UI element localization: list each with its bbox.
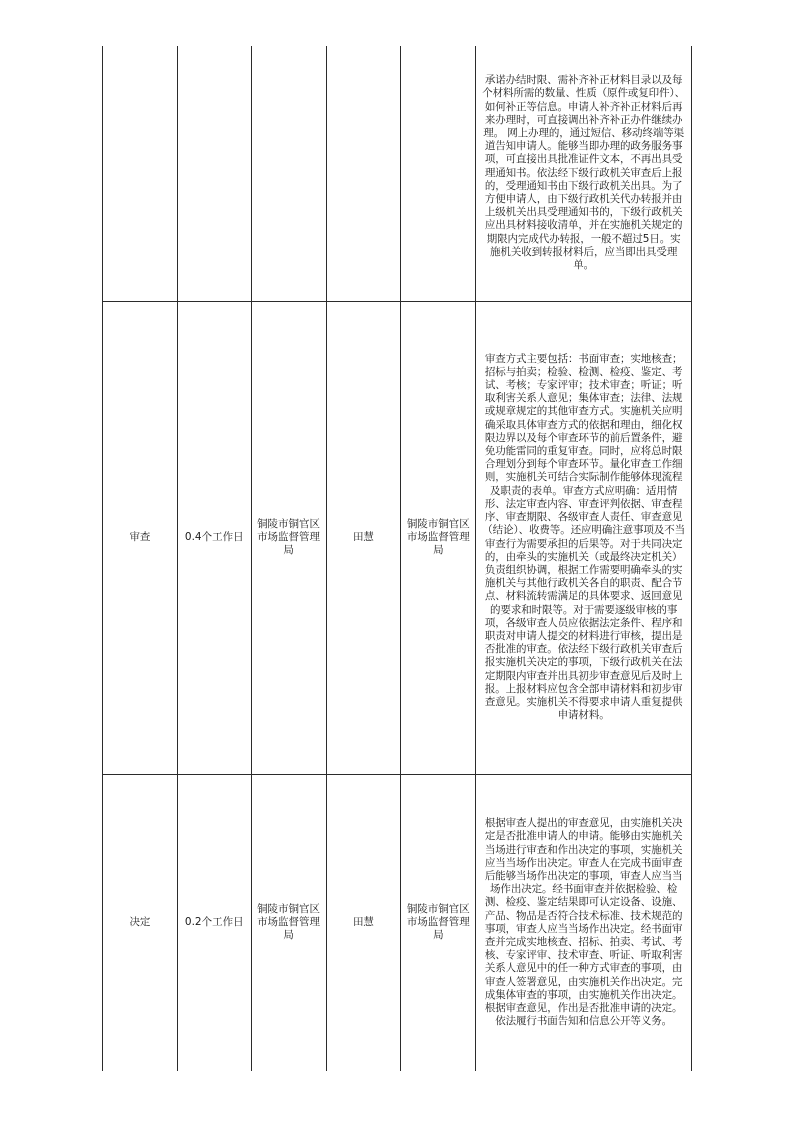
table-row <box>103 46 692 301</box>
person-cell: 田慧 <box>326 301 401 774</box>
organization-cell: 铜陵市铜官区市场监督管理局 <box>401 774 476 1071</box>
organization-cell: 铜陵市铜官区市场监督管理局 <box>401 301 476 774</box>
process-table <box>102 46 692 1071</box>
department-cell: 铜陵市铜官区市场监督管理局 <box>251 774 326 1071</box>
time-limit-cell <box>177 46 251 301</box>
person-cell <box>326 46 401 301</box>
stage-cell: 决定 <box>103 774 178 1071</box>
work-standard-cell: 根据审查人提出的审查意见，由实施机关决定是否批准申请人的申请。能够由实施机关当场进行审查和作出决定的事项，实施机关应当当场作出决定。审查人在完成书面审查后能够当场作出决定的事项，审查人应当当场作出决定。经书面审查并依据检验、检测、检疫、鉴定结果即可认定设备、设施、产品、物品是否符合技术标准、技术规范的事项，审查人应当当场作出决定。经书面审查并完成实地核查、招标、拍卖、考试、考核、专家评审、技术审查、听证、听取利害关系人意见中的任一种方式审查的事项，由审查人签署意见，由实施机关作出决定。完成集体审查的事项，由实施机关作出决定。根据审查意见，作出是否批准申请的决定。依法履行书面告知和信息公开等义务。 <box>476 774 692 1071</box>
stage-cell: 审查 <box>103 301 178 774</box>
table-row <box>103 301 692 774</box>
time-limit-cell: 0.2个工作日 <box>177 774 251 1071</box>
person-cell: 田慧 <box>326 774 401 1071</box>
organization-cell <box>401 46 476 301</box>
stage-cell <box>103 46 178 301</box>
work-standard-cell: 审查方式主要包括：书面审查；实地核查；招标与拍卖；检验、检测、检疫、鉴定、考试、考核；专家评审；技术审查；听证；听取利害关系人意见；集体审查；法律、法规或规章规定的其他审查方式。实施机关应明确采取具体审查方式的依据和理由，细化权限边界以及每个审查环节的前后置条件，避免功能雷同的重复审查。同时，应将总时限合理划分到每个审查环节。量化审查工作细则，实施机关可结合实际制作能够体现流程及职责的表单。审查方式应明确：适用情形、法定审查内容、审查评判依据、审查程序、审查期限、各级审查人责任、审查意见（结论）、收费等。还应明确注意事项及不当审查行为需要承担的后果等。对于共同决定的，由牵头的实施机关（或最终决定机关）负责组织协调，根据工作需要明确牵头的实施机关与其他行政机关各自的职责、配合节点、材料流转需满足的具体要求、返回意见的要求和时限等。对于需要逐级审核的事项，各级审查人员应依据法定条件、程序和职责对申请人提交的材料进行审核，提出是否批准的审查。依法经下级行政机关审查后报实施机关决定的事项，下级行政机关在法定期限内审查并出具初步审查意见后及时上报。上报材料应包含全部申请材料和初步审查意见。实施机关不得要求申请人重复提供申请材料。 <box>476 301 692 774</box>
table-row <box>103 774 692 1071</box>
time-limit-cell: 0.4个工作日 <box>177 301 251 774</box>
department-cell: 铜陵市铜官区市场监督管理局 <box>251 301 326 774</box>
department-cell <box>251 46 326 301</box>
work-standard-cell: 承诺办结时限、需补齐补正材料目录以及每个材料所需的数量、性质（原件或复印件）、如何补正等信息。申请人补齐补正材料后再来办理时，可直接调出补齐补正办件继续办理。 网上办理的，通过短信、移动终端等渠道告知申请人。能够当即办理的政务服务事项，可直接出具批准证件文本，不再出具受理通知书。依法经下级行政机关审查后上报的，受理通知书由下级行政机关出具。为了方便申请人，由下级行政机关代办转报并由上级机关出具受理通知书的，下级行政机关应出具材料接收清单，并在实施机关规定的期限内完成代办转报，一般不超过5日。实施机关收到转报材料后，应当即出具受理单。 <box>476 46 692 301</box>
